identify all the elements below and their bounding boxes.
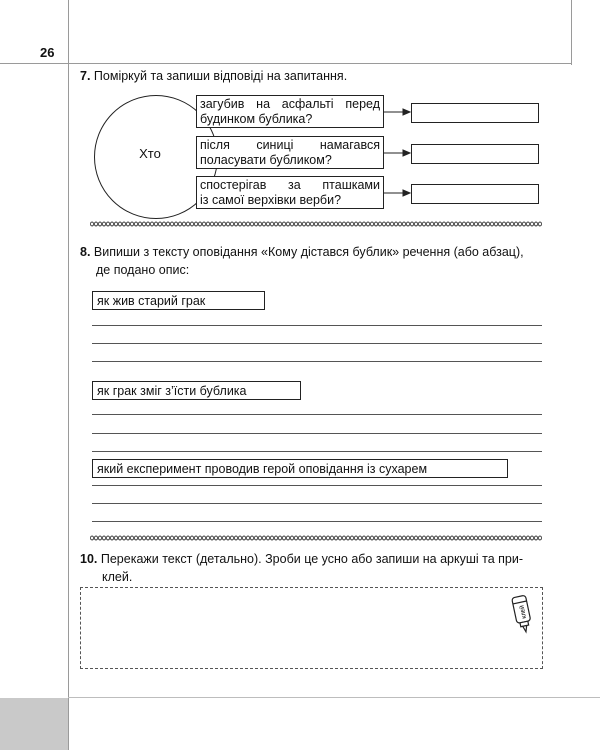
question-3-line-2: із самої верхівки верби? bbox=[200, 193, 342, 207]
wavy-divider-1 bbox=[90, 220, 542, 228]
task-8-heading bbox=[80, 243, 550, 279]
writing-line[interactable] bbox=[92, 521, 542, 522]
paste-area[interactable] bbox=[80, 587, 543, 669]
writing-line[interactable] bbox=[92, 325, 542, 326]
prompt-box-2: як грак зміг з’їсти бублика bbox=[92, 381, 301, 400]
writing-line[interactable] bbox=[92, 485, 542, 486]
wavy-divider-2 bbox=[90, 534, 542, 542]
task-7-number: 7. bbox=[80, 69, 91, 83]
question-box-3 bbox=[196, 176, 384, 209]
question-3-line-1: спостерігав за пташками bbox=[200, 178, 380, 192]
glue-icon bbox=[507, 592, 539, 634]
who-label: Хто bbox=[139, 146, 161, 161]
prompt-box-1: як жив старий грак bbox=[92, 291, 265, 310]
prompt-box-3: який експеримент проводив герой оповідання із сухарем bbox=[92, 459, 508, 478]
question-1-line-1: загубив на асфальті перед bbox=[200, 97, 380, 111]
writing-line[interactable] bbox=[92, 361, 542, 362]
answer-field-2[interactable] bbox=[411, 144, 539, 164]
writing-line[interactable] bbox=[92, 343, 542, 344]
task-10-number: 10. bbox=[80, 552, 98, 566]
answer-field-3[interactable] bbox=[411, 184, 539, 204]
answer-field-1[interactable] bbox=[411, 103, 539, 123]
question-box-1 bbox=[196, 95, 384, 128]
page-number: 26 bbox=[40, 45, 55, 60]
question-2-line-2: поласувати бубликом? bbox=[200, 153, 332, 167]
footer-rule bbox=[68, 697, 600, 698]
task-10-instruction-line-2: клей. bbox=[102, 570, 133, 584]
writing-line[interactable] bbox=[92, 451, 542, 452]
glue-label: КЛЕЙ bbox=[519, 604, 529, 620]
task-10-instruction-line-1: Перекажи текст (детально). Зроби це усно або запиши на аркуші та при- bbox=[100, 552, 524, 566]
question-box-2 bbox=[196, 136, 384, 169]
question-1-line-2: будинком бублика? bbox=[200, 112, 313, 126]
writing-line[interactable] bbox=[92, 433, 542, 434]
page-corner-tab bbox=[0, 698, 68, 750]
task-8-instruction-line-1: Випиши з тексту оповідання «Кому дістався бублик» речення (або абзац), bbox=[93, 245, 524, 259]
task-10-heading bbox=[80, 550, 550, 586]
task-7-instruction: Поміркуй та запиши відповіді на запитання. bbox=[93, 69, 348, 83]
task-8-instruction-line-2: де подано опис: bbox=[96, 263, 190, 277]
question-2-line-1: після синиці намагався bbox=[200, 138, 380, 152]
writing-line[interactable] bbox=[92, 503, 542, 504]
writing-line[interactable] bbox=[92, 414, 542, 415]
task-8-number: 8. bbox=[80, 245, 91, 259]
